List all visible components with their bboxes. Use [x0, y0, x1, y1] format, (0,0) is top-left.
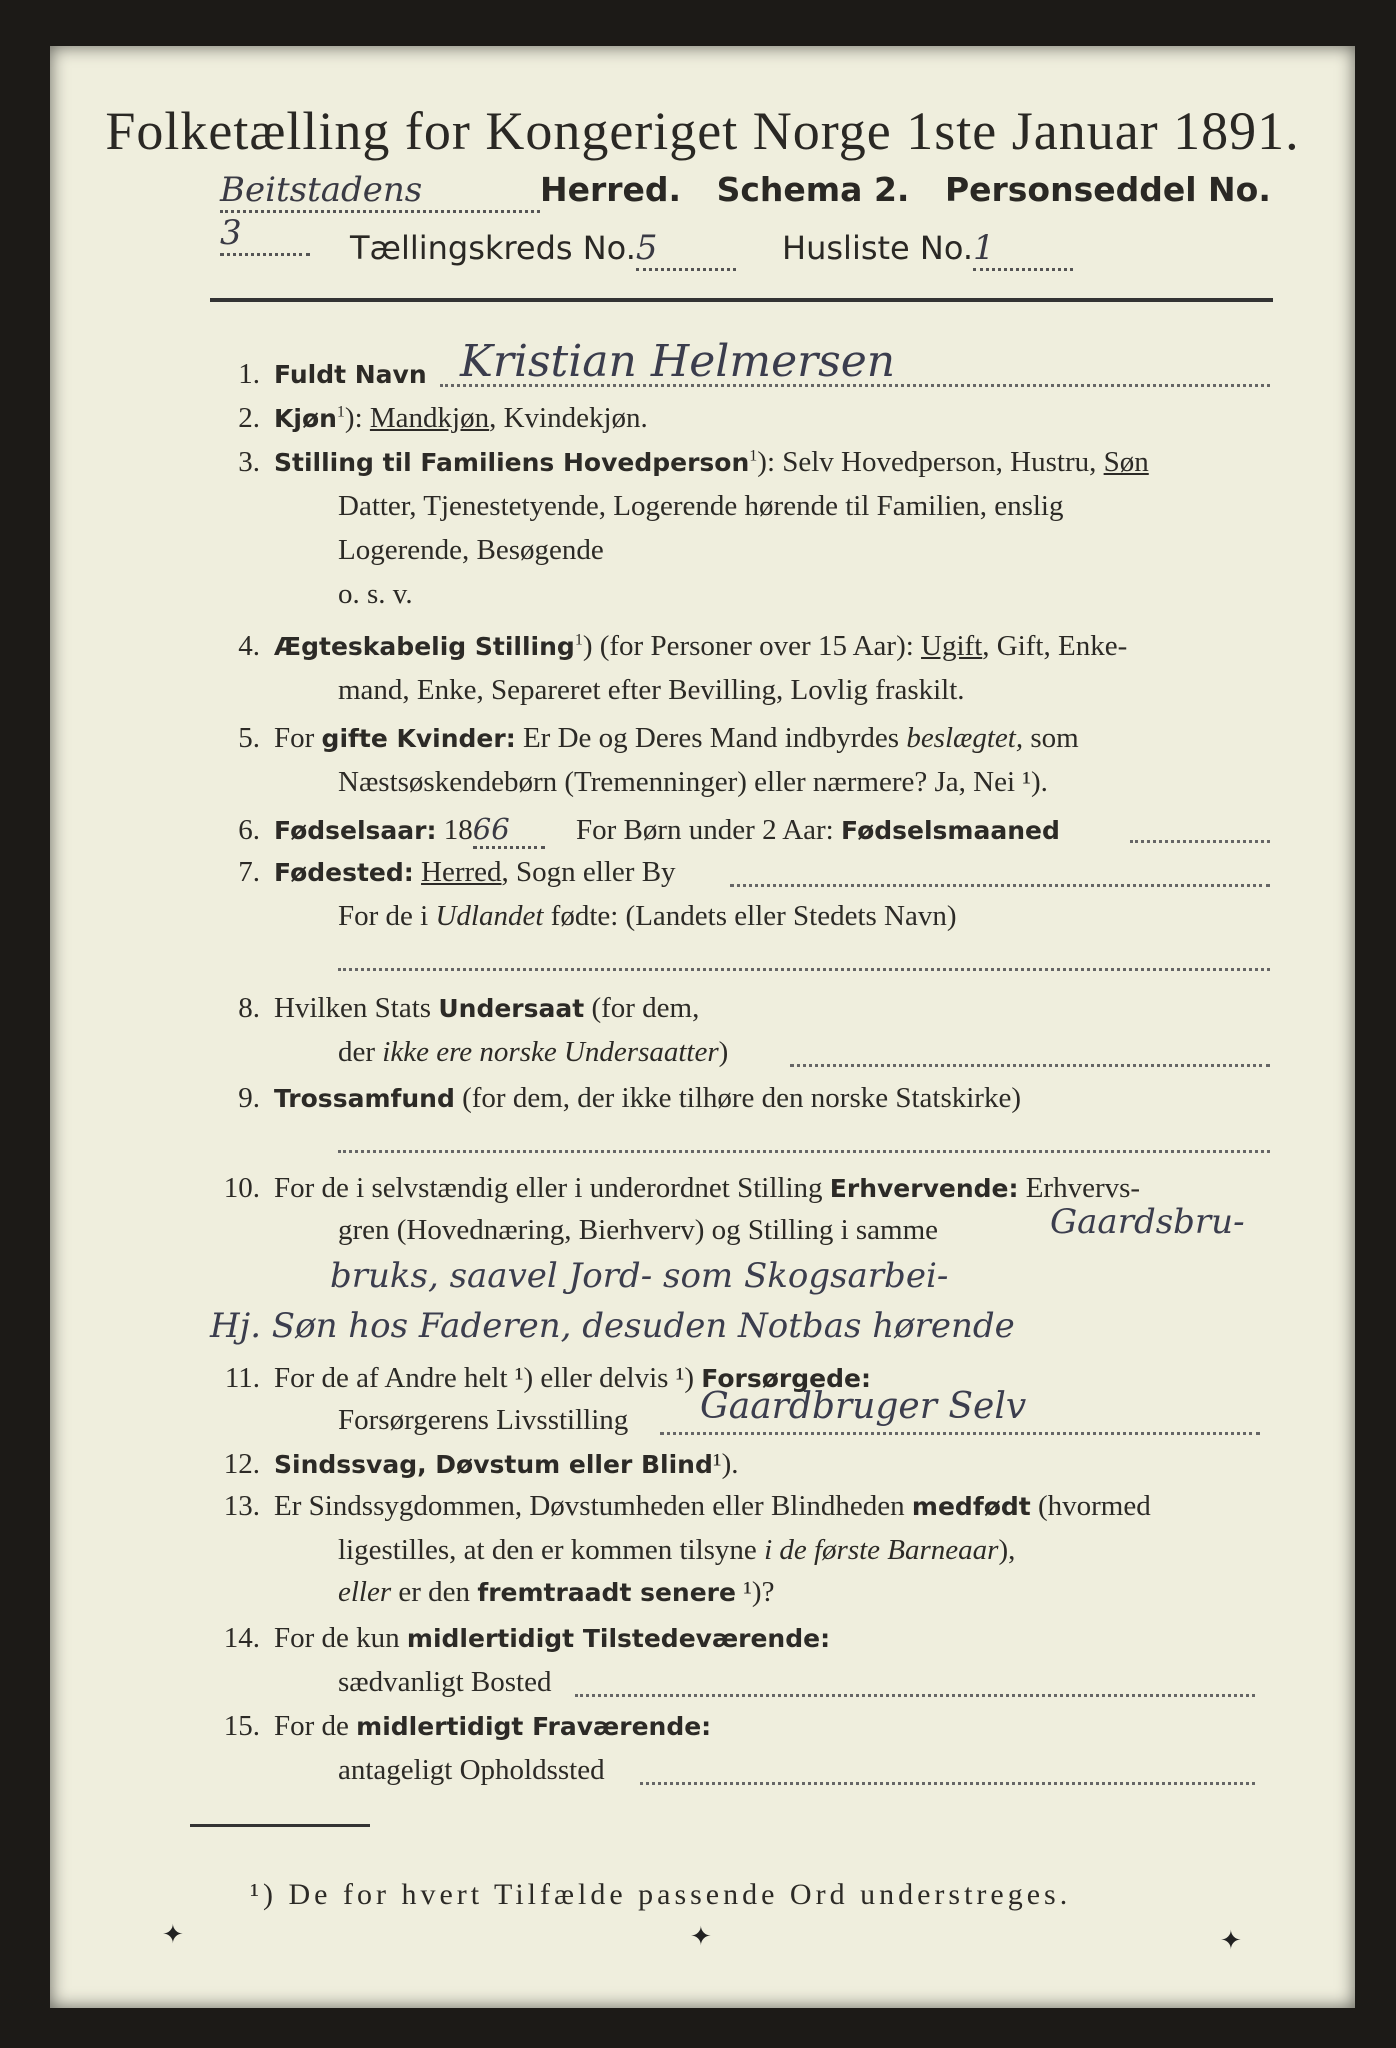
q13-line2: [338, 1534, 1015, 1567]
q13-text-b: (hvormed: [1030, 1490, 1151, 1522]
q10-number: 10.: [223, 1172, 260, 1204]
q10-text-a: For de i selvstændig eller i underordnet Stilling: [274, 1172, 830, 1204]
q4-row: 4. Ægteskabelig Stilling$^1$) (for Personer over 15 Aar): Ugift, Gift, Enke-: [200, 630, 1127, 663]
q5-text-b: Er De og Deres Mand indbyrdes: [515, 722, 907, 754]
personseddel-label: Personseddel No.: [944, 170, 1271, 209]
q2-number: 2.: [238, 402, 260, 434]
q7-line2-italic: Udlandet: [435, 900, 544, 932]
q2-option-kvindekjon: , Kvindekjøn.: [489, 402, 648, 434]
q4-line2: mand, Enke, Separeret efter Bevilling, Lovlig fraskilt.: [338, 674, 965, 706]
husliste-label: Husliste No.: [782, 229, 974, 267]
q10-row: [200, 1172, 1140, 1205]
q8-label: Undersaat: [438, 994, 585, 1023]
q13-row: [200, 1490, 1151, 1523]
q11-label: Forsørgede:: [701, 1364, 871, 1393]
q13-line2-b: ),: [998, 1534, 1016, 1566]
q9-label: Trossamfund: [274, 1084, 455, 1113]
q14-line2: sædvanligt Bosted: [338, 1666, 552, 1698]
census-form-page: [50, 46, 1355, 2008]
schema-label: Schema 2.: [716, 170, 910, 209]
q5-line2: Næstsøskendebørn (Tremenninger) eller nærmere? Ja, Nei ¹).: [338, 766, 1048, 798]
husliste-value: 1: [973, 228, 1073, 271]
q8-row: [200, 992, 699, 1025]
q3-number: 3.: [238, 446, 260, 478]
q3-row: 3. Stilling til Familiens Hovedperson$^1$): Selv Hovedperson, Hustru, Søn: [200, 446, 1149, 479]
q10-value-line3: Hj. Søn hos Faderen, desuden Notbas hørende: [210, 1306, 1015, 1346]
q1-label: Fuldt Navn: [274, 360, 427, 389]
register-mark-right-icon: ✦: [1220, 1926, 1242, 1956]
q4-text-a: ) (for Personer over 15 Aar):: [582, 630, 922, 662]
q5-text-a: For: [274, 722, 322, 754]
register-mark-left-icon: ✦: [162, 1920, 184, 1950]
q6-label2: Fødselsmaaned: [841, 816, 1060, 845]
q13-line2-a: ligestilles, at den er kommen tilsyne: [338, 1534, 765, 1566]
q2-sup: 1: [336, 403, 345, 421]
q13-line3-b: ¹)?: [735, 1576, 775, 1608]
footnote: ¹) De for hvert Tilfælde passende Ord understreges.: [250, 1878, 1072, 1911]
q4-text-b: , Gift, Enke-: [982, 630, 1128, 662]
q7-line2-a: For de i: [338, 900, 436, 932]
q14-text-a: For de kun: [274, 1622, 407, 1654]
q14-number: 14.: [223, 1622, 260, 1654]
q15-text-a: For de: [274, 1710, 357, 1742]
q15-number: 15.: [223, 1710, 260, 1742]
q11-value: Gaardbruger Selv: [700, 1386, 1027, 1427]
q13-label: medfødt: [911, 1492, 1031, 1521]
q13-line3: [338, 1576, 774, 1609]
kreds-label: Tællingskreds No.: [350, 229, 636, 267]
q3-label: Stilling til Familiens Hovedperson: [274, 448, 750, 477]
q6-birthyear-value: 66: [473, 812, 545, 849]
q15-line2: antageligt Opholdssted: [338, 1754, 605, 1786]
q2-option-mandkjon: Mandkjøn: [369, 402, 490, 434]
q12-label: Sindssvag, Døvstum eller Blind: [274, 1450, 713, 1479]
q5-row: [200, 722, 1079, 755]
q1-name-value: Kristian Helmersen: [460, 336, 896, 387]
q7-line2: [338, 900, 957, 933]
q8-dotline: [790, 1064, 1270, 1067]
q6-label: Fødselsaar:: [274, 816, 437, 845]
q7-option-herred: Herred: [421, 856, 502, 888]
q10-value-line1: Gaardsbru-: [1050, 1202, 1245, 1242]
q3-option-son: Søn: [1103, 446, 1149, 478]
q7-row: [200, 856, 676, 889]
q9-number: 9.: [238, 1082, 260, 1114]
q14-label: midlertidigt Tilstedeværende:: [406, 1624, 831, 1653]
q7-number: 7.: [238, 856, 260, 888]
q14-dotline: [575, 1694, 1255, 1697]
q14-row: [200, 1622, 830, 1655]
q8-line2: der ikke ere norske Undersaatter): [338, 1036, 729, 1068]
q9-text-b: (for dem, der ikke tilhøre den norske Statskirke): [454, 1082, 1021, 1114]
q2-text: ):: [344, 402, 370, 434]
q5-italic: beslægtet,: [906, 722, 1024, 754]
q6-row: [200, 812, 1060, 849]
q13-line3-italic: eller: [338, 1576, 392, 1608]
q3-line2: Datter, Tjenestetyende, Logerende hørende til Familien, enslig: [338, 490, 1064, 522]
q13-number: 13.: [223, 1490, 260, 1522]
q5-number: 5.: [238, 722, 260, 754]
q12-row: [200, 1448, 738, 1481]
q8-line2-a: der: [338, 1036, 383, 1068]
q8-text-a: Hvilken Stats: [274, 992, 439, 1024]
q12-sup: ¹).: [712, 1448, 739, 1480]
q7-dotline: [730, 884, 1270, 887]
kreds-value: 5: [636, 228, 736, 271]
q15-label: midlertidigt Fraværende:: [356, 1712, 712, 1741]
q13-line3-a: er den: [391, 1576, 478, 1608]
q4-option-ugift: Ugift: [921, 630, 983, 662]
q11-number: 11.: [224, 1362, 260, 1394]
q15-dotline: [640, 1782, 1255, 1785]
q2-label: Kjøn: [274, 404, 337, 433]
q4-label: Ægteskabelig Stilling: [274, 632, 575, 661]
q8-number: 8.: [238, 992, 260, 1024]
q7-dotline2: [338, 968, 1270, 971]
form-title: Folketælling for Kongeriget Norge 1ste Januar 1891.: [105, 101, 1300, 161]
header-rule: [210, 298, 1273, 302]
q10-text-b: Erhvervs-: [1018, 1172, 1141, 1204]
q8-text-b: (for dem,: [584, 992, 700, 1024]
q5-text-c: som: [1023, 722, 1079, 754]
register-mark-center-icon: ✦: [690, 1922, 712, 1952]
q11-text-a: For de af Andre helt ¹) eller delvis ¹): [274, 1362, 702, 1394]
q10-value-line2: bruks, saavel Jord- som Skogsarbei-: [330, 1256, 949, 1296]
q5-label: gifte Kvinder:: [321, 724, 516, 753]
q6-number: 6.: [238, 814, 260, 846]
q2-row: [200, 402, 648, 435]
q7-line2-b: fødte: (Landets eller Stedets Navn): [543, 900, 957, 932]
q3-line4: o. s. v.: [338, 578, 413, 610]
q1-row: [200, 358, 427, 391]
q10-line2: gren (Hovednæring, Bierhverv) og Stilling i samme: [338, 1214, 939, 1246]
q15-row: [200, 1710, 711, 1743]
q6-prefix: 18: [436, 814, 473, 846]
q9-row: [200, 1082, 1021, 1115]
herred-value: Beitstadens: [220, 170, 540, 213]
kreds-line: [350, 228, 1073, 271]
q8-line2-italic: ikke ere norske Undersaatter: [382, 1036, 719, 1068]
q13-text-a: Er Sindssygdommen, Døvstumheden eller Blindheden: [274, 1490, 912, 1522]
q13-line2-italic: i de første Barneaar: [764, 1534, 999, 1566]
q9-dotline: [338, 1150, 1270, 1153]
q7-text-b: , Sogn eller By: [501, 856, 676, 888]
q3-text: ): Selv Hovedperson, Hustru,: [757, 446, 1104, 478]
q6-text-b: For Børn under 2 Aar:: [576, 814, 841, 846]
footnote-rule: [190, 1824, 370, 1827]
herred-label: Herred.: [540, 170, 682, 209]
q10-label: Erhvervende:: [829, 1174, 1019, 1203]
q11-line2: Forsørgerens Livsstilling: [338, 1404, 629, 1436]
q1-number: 1.: [238, 358, 260, 390]
personseddel-value: 3: [220, 213, 310, 256]
q6-dotline: [1130, 840, 1270, 843]
q7-label: Fødested:: [274, 858, 414, 887]
q4-number: 4.: [238, 630, 260, 662]
q13-line3-label: fremtraadt senere: [477, 1578, 736, 1607]
q3-line3: Logerende, Besøgende: [338, 534, 604, 566]
q11-dotline: [660, 1432, 1260, 1435]
q12-number: 12.: [223, 1448, 260, 1480]
